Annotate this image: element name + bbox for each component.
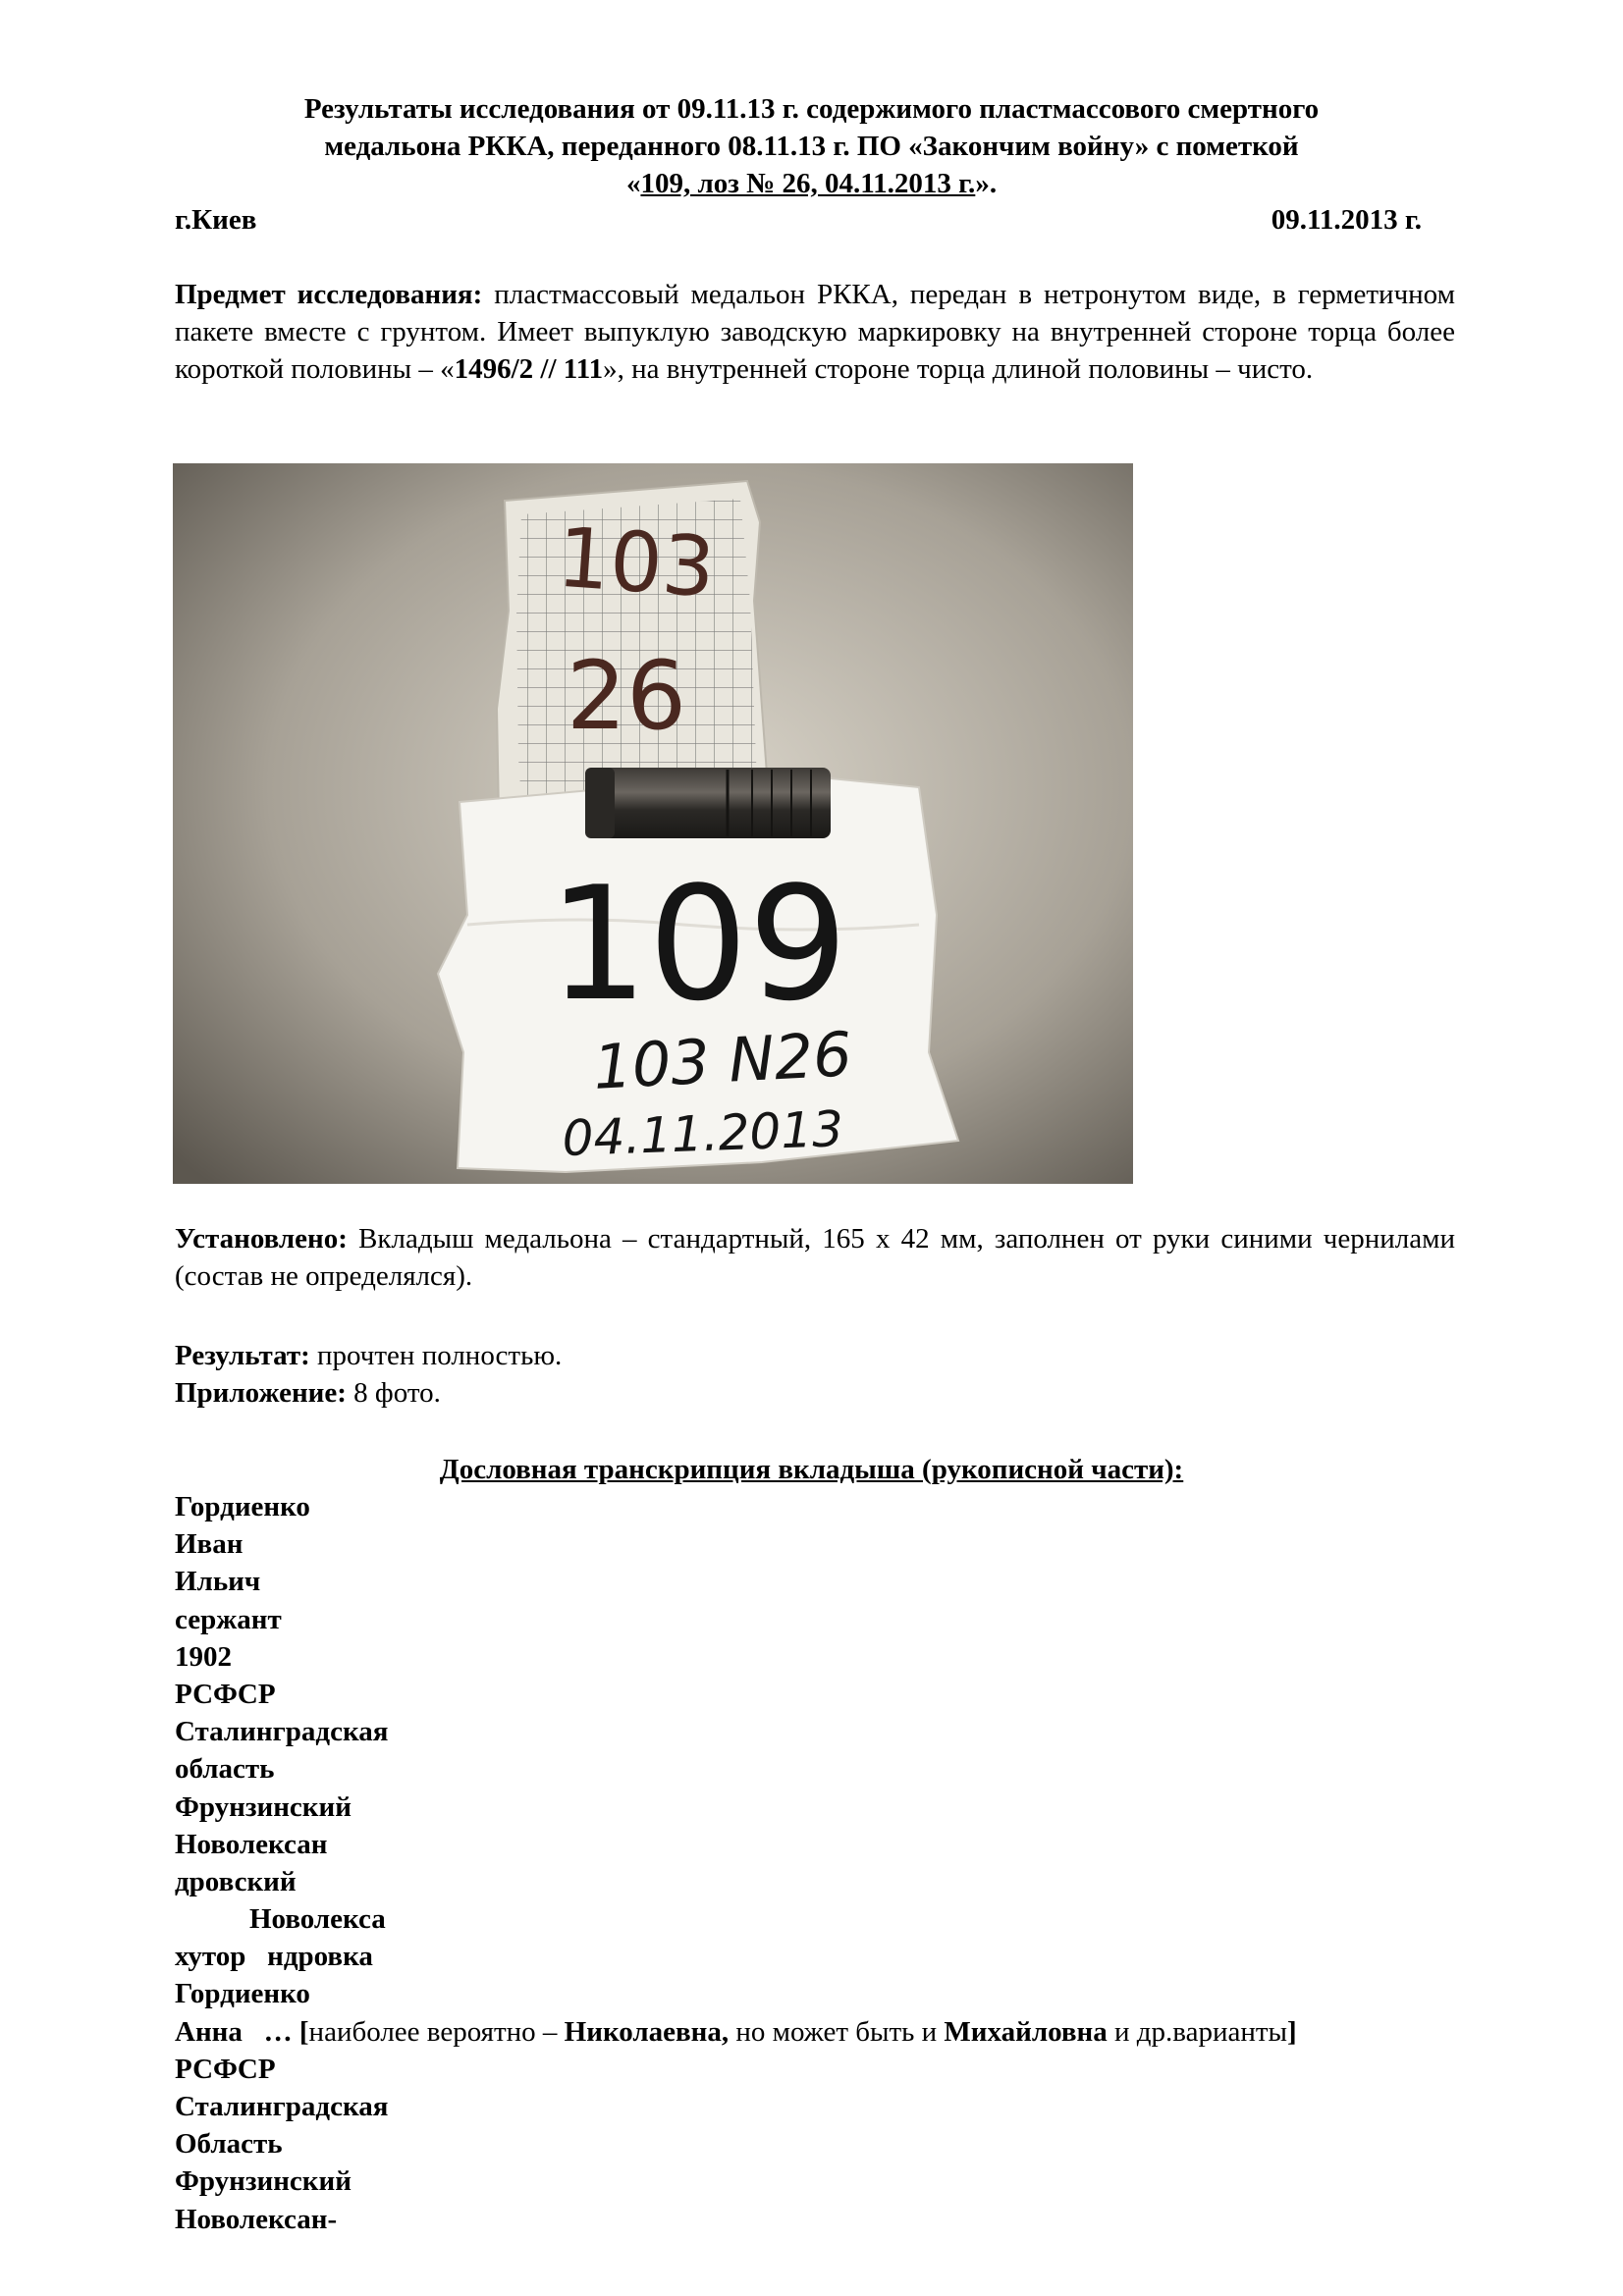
note-medallion-number: 109 bbox=[548, 852, 848, 1036]
subject-paragraph bbox=[175, 276, 1455, 388]
list-item: Иван bbox=[175, 1528, 243, 1561]
bracket-open: [ bbox=[292, 2015, 309, 2048]
anna-name: Анна … bbox=[175, 2015, 293, 2048]
subject-text-end: », на внутренней стороне торца длиной половины – чисто. bbox=[603, 353, 1314, 385]
note-lot-number: 103 bbox=[554, 508, 719, 616]
list-item: Новолекса bbox=[249, 1903, 386, 1936]
variant-2: Михайловна bbox=[944, 2015, 1108, 2048]
list-item: Гордиенко bbox=[175, 1978, 310, 2010]
list-item: Фрунзинский bbox=[175, 1790, 352, 1823]
title-quote-close: ». bbox=[975, 168, 998, 199]
list-item: Область bbox=[175, 2128, 283, 2161]
document-title bbox=[147, 90, 1476, 202]
result-text: прочтен полностью. bbox=[309, 1340, 563, 1371]
note-lot-item: 103 N26 bbox=[591, 1018, 854, 1103]
city: г.Киев bbox=[175, 204, 257, 236]
note-text-3: и др.варианты bbox=[1107, 2015, 1288, 2048]
plastic-medallion bbox=[585, 768, 831, 838]
list-item: сержант bbox=[175, 1603, 282, 1635]
transcription-heading: Дословная транскрипция вкладыша (рукописной части): bbox=[439, 1454, 1184, 1485]
subject-text: пластмассовый медальон РККА, передан в нетронутом виде, в герметичном пакете вместе с грунтом. Имеет выпуклую заводскую маркировку на внутренней стороне торца более короткой половины – « bbox=[175, 279, 1455, 385]
title-line-1: Результаты исследования от 09.11.13 г. содержимого пластмассового смертного bbox=[303, 93, 1320, 125]
list-item: область bbox=[175, 1753, 275, 1786]
list-item: хутор ндровка bbox=[175, 1941, 373, 1973]
document-date: 09.11.2013 г. bbox=[1271, 204, 1422, 236]
list-item: Фрунзинский bbox=[175, 2165, 352, 2198]
list-item: Ильич bbox=[175, 1566, 261, 1598]
medallion-photo bbox=[173, 463, 1133, 1184]
title-line-2: медальона РККА, переданного 08.11.13 г. ПО «Закончим войну» с пометкой bbox=[324, 131, 1299, 162]
list-item: 1902 bbox=[175, 1640, 232, 1673]
title-line-3 bbox=[147, 165, 1476, 202]
findings-paragraph bbox=[175, 1220, 1455, 1295]
bracket-close: ] bbox=[1287, 2015, 1297, 2048]
list-item: Новолексан bbox=[175, 1828, 328, 1860]
list-item: дровский bbox=[175, 1865, 297, 1897]
factory-marking: 1496/2 // 111 bbox=[454, 353, 604, 385]
note-item-number: 26 bbox=[566, 641, 687, 751]
list-item: Сталинградская bbox=[175, 1716, 389, 1748]
title-quote-open: « bbox=[625, 168, 641, 199]
list-item: РСФСР bbox=[175, 2053, 276, 2085]
appendix-text: 8 фото. bbox=[346, 1377, 441, 1409]
title-marking: 109, лоз № 26, 04.11.2013 г. bbox=[640, 168, 976, 199]
result-line bbox=[175, 1337, 1455, 1374]
list-item-patronymic-note bbox=[175, 2013, 1471, 2051]
note-text-1: наиболее вероятно – bbox=[308, 2015, 565, 2048]
note-find-date: 04.11.2013 bbox=[561, 1100, 844, 1167]
appendix-line bbox=[175, 1374, 1455, 1412]
list-item: Сталинградская bbox=[175, 2091, 389, 2122]
list-item: РСФСР bbox=[175, 1678, 276, 1710]
subject-label: Предмет исследования: bbox=[175, 279, 483, 310]
findings-label: Установлено: bbox=[175, 1223, 348, 1255]
findings-text: Вкладыш медальона – стандартный, 165 х 42 мм, заполнен от руки синими чернилами (состав не определялся). bbox=[175, 1223, 1455, 1292]
list-item: Новолексан- bbox=[175, 2203, 338, 2235]
appendix-label: Приложение: bbox=[175, 1377, 347, 1409]
variant-1: Николаевна, bbox=[564, 2015, 730, 2048]
transcription-list bbox=[175, 1488, 1471, 2238]
result-label: Результат: bbox=[175, 1340, 310, 1371]
list-item: Гордиенко bbox=[175, 1491, 310, 1522]
note-text-2: но может быть и bbox=[729, 2015, 945, 2048]
